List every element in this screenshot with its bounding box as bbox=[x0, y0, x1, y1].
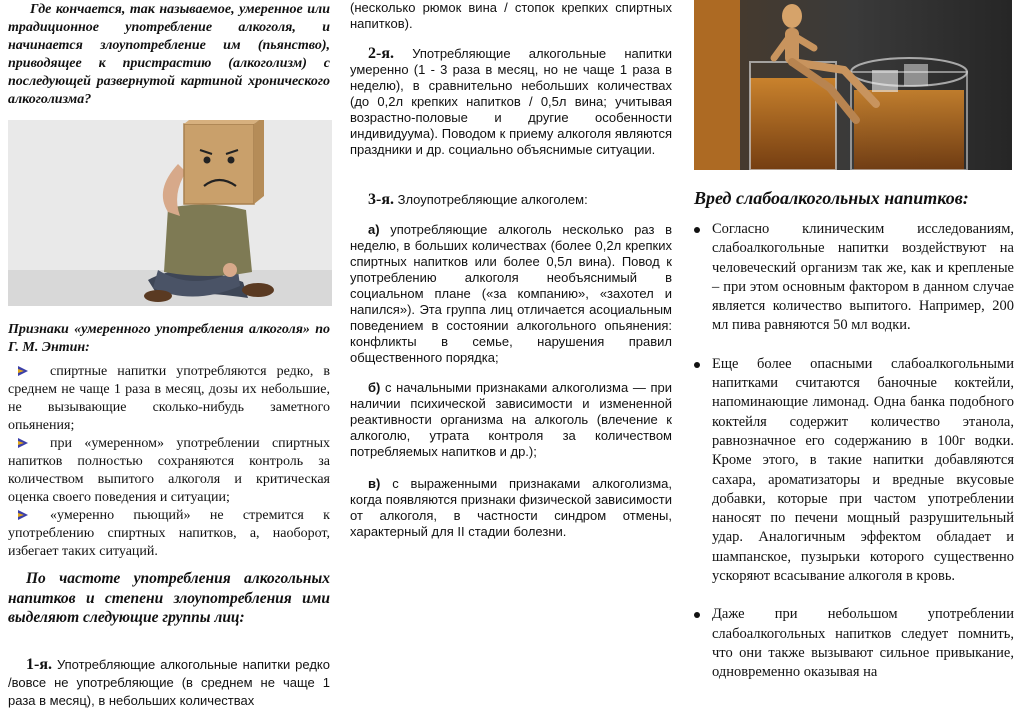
harm-text-1: Согласно клиническим исследованиям, слабоалкогольные напитки воздействуют на человеческий организм так же, как и крепленые – при этом основным фактором в данном случае является количество выпитого. Например, 200 мл пива равняются 50 мл водки. bbox=[712, 221, 1014, 334]
subgroup-b-paragraph bbox=[350, 380, 672, 460]
bullet-icon bbox=[694, 612, 700, 618]
intro-question-heading: Где кончается, так называемое, умеренное или традиционное употребление алкоголя, и начинается злоупотребление им (пьянство), приводящее к пристрастию (алкоголизм) с последующей развернутой картиной хронического алкоголизма? bbox=[8, 2, 330, 107]
group-3-label: 3-я. bbox=[368, 191, 394, 208]
list-item bbox=[694, 355, 1014, 587]
subgroup-b-label: б) bbox=[368, 380, 381, 395]
harm-text-2: Еще более опасными слабоалкогольными напитками считаются баночные коктейли, напоминающие лимонад. Одна банка подобного коктейля содержит количество этанола, равнозначное его содержанию в 100г водки. Кроме этого, в такие напитки добавляются сахара, ароматизаторы и вредные вкусовые добавки, которые при частом употреблении наносят по печени мощный разрушительный удар. Аналогичным эффектом обладает и шампанское, пузырьки которого существенно ускоряют всасывание алкоголя в кровь. bbox=[712, 355, 1014, 585]
signs-list bbox=[8, 363, 330, 561]
group-3-text: Злоупотребляющие алкоголем: bbox=[393, 192, 588, 207]
arrow-marker-icon bbox=[18, 510, 28, 520]
group-1-text: Употребляющие алкогольные напитки редко /вовсе не употребляющие (в среднем не чаще 1 раза в месяц), в небольших количествах bbox=[8, 657, 330, 708]
list-item bbox=[8, 363, 330, 435]
harm-text-3: Даже при небольшом употреблении слабоалкогольных напитков следует помнить, что они также вызывают сильное привыкание, одновременно оказывая на bbox=[712, 606, 1014, 681]
bullet-icon bbox=[694, 362, 700, 368]
list-item bbox=[694, 605, 1014, 682]
subgroup-a-paragraph bbox=[350, 222, 672, 366]
sign-text-2: при «умеренном» употреблении спиртных напитков полностью сохраняются контроль за количеством выпитого алкоголя и критическая оценка своего поведения и ситуации; bbox=[8, 436, 330, 505]
harm-heading: Вред слабоалкогольных напитков: bbox=[694, 188, 969, 208]
arrow-marker-icon bbox=[18, 438, 28, 448]
subgroup-b-text: с начальными признаками алкоголизма — при наличии психической зависимости и измененной реактивности организма на алкоголь (влечение к алкоголю, утрата контроля за количеством потребляемых напитков и др.); bbox=[350, 380, 672, 459]
subgroup-c-label: в) bbox=[368, 476, 381, 491]
subgroup-a-text: употребляющие алкоголь несколько раз в неделю, в больших количествах (более 0,2л крепких спиртных напитков или более 0,5л вина). Повод к употреблению алкоголя необъяснимый в социальном плане («за компанию», «захотел и напился»). Эта группа лиц отличается асоциальным поведением в состоянии алкогольного опьянения: конфликты в семье, нарушения правил общественного порядка; bbox=[350, 222, 672, 365]
photo-man-with-box-head bbox=[8, 120, 332, 306]
sign-text-3: «умеренно пьющий» не стремится к употреблению спиртных напитков, а, наоборот, избегает таких ситуаций. bbox=[8, 508, 330, 559]
list-item bbox=[694, 220, 1014, 336]
subgroup-c-paragraph bbox=[350, 476, 672, 540]
list-item bbox=[8, 435, 330, 507]
group-1-label: 1-я. bbox=[26, 656, 52, 673]
subgroup-a-label: а) bbox=[368, 222, 380, 237]
groups-heading: По частоте употребления алкогольных напитков и степени злоупотребления ими выделяют следующие группы лиц: bbox=[8, 570, 330, 626]
list-item bbox=[8, 507, 330, 561]
subgroup-c-text: с выраженными признаками алкоголизма, когда появляются признаки физической зависимости от алкоголя, в частности синдром отмены, характерный для II стадии болезни. bbox=[350, 476, 672, 539]
photo-mannequin-on-whisky-glass bbox=[694, 0, 1012, 170]
group-2-paragraph bbox=[350, 46, 672, 158]
group-2-label: 2-я. bbox=[368, 45, 394, 62]
sign-text-1: спиртные напитки употребляются редко, в среднем не чаще 1 раза в месяц, дозы их небольшие, не вызывающие сколько-нибудь заметного опьянения; bbox=[8, 364, 330, 433]
group-2-text: Употребляющие алкогольные напитки умеренно (1 - 3 раза в месяц, но не чаще 1 раза в неделю), в сравнительно небольших количествах (до 0,2л крепких напитков / 0,5л вина; учитывая возрастно-половые и другие особенности индивидуума). Поводом к приему алкоголя являются праздники и др. социально объяснимые ситуации. bbox=[350, 46, 672, 157]
signs-heading: Признаки «умеренного употребления алкоголя» по Г. М. Энтин: bbox=[8, 322, 330, 355]
group-1-paragraph bbox=[8, 656, 330, 710]
harm-list bbox=[694, 220, 1014, 683]
group-1-continued: (несколько рюмок вина / стопок крепких спиртных напитков). bbox=[350, 0, 672, 31]
bullet-icon bbox=[694, 227, 700, 233]
group-3-paragraph bbox=[350, 192, 672, 208]
arrow-marker-icon bbox=[18, 366, 28, 376]
